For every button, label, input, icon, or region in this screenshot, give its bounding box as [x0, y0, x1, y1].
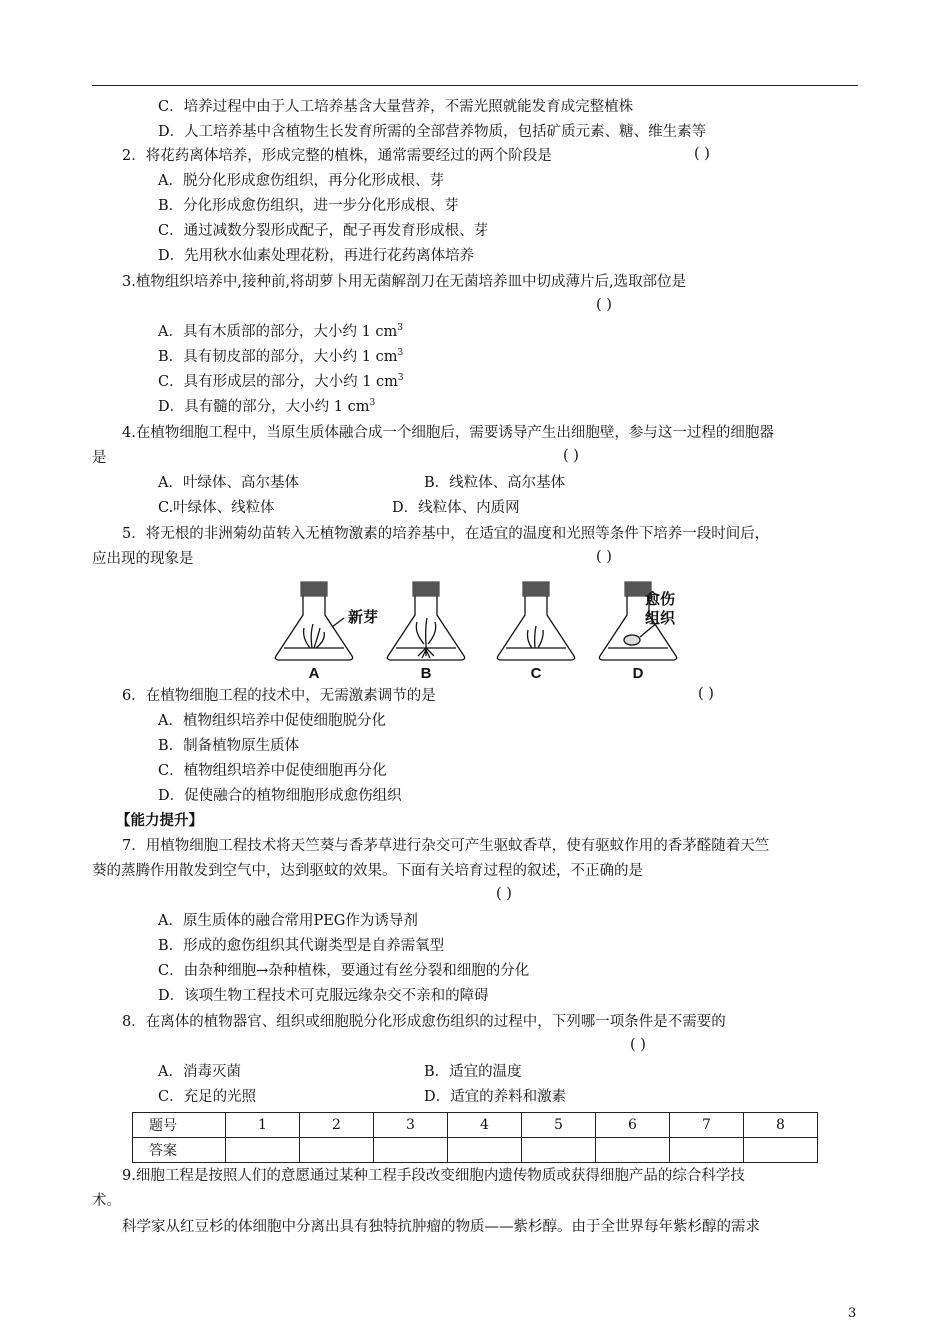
- flask-figure: [272, 582, 676, 682]
- label-a: A: [308, 665, 320, 682]
- q4-stem: 4.在植物细胞工程中，当原生质体融合成一个细胞后，需要诱导产生出细胞壁，参与这一过程的细胞器: [122, 425, 774, 441]
- answer-table-header-row: [133, 1113, 818, 1138]
- label-new-bud: 新芽: [348, 609, 379, 626]
- q7-stem-cont: 葵的蒸腾作用散发到空气中，达到驱蚊的效果。下面有关培育过程的叙述，不正确的是: [92, 863, 643, 879]
- answer-cell-6[interactable]: [596, 1138, 670, 1163]
- q7-option-b: B．形成的愈伤组织其代谢类型是自养需氧型: [158, 938, 445, 954]
- cell-num-2: 2: [300, 1113, 374, 1138]
- section-heading: 【能力提升】: [116, 813, 203, 829]
- q3-option-a: A．具有木质部的部分，大小约 1 $cm^3$: [158, 323, 404, 340]
- q5-answer-paren: ( ): [596, 549, 612, 565]
- q6-option-d: D．促使融合的植物细胞形成愈伤组织: [158, 788, 402, 804]
- bud-pointer: [332, 618, 344, 627]
- q2-option-c: C．通过减数分裂形成配子，配子再发育形成根、芽: [158, 223, 489, 239]
- answer-cell-7[interactable]: [670, 1138, 744, 1163]
- q8-option-c: C．充足的光照: [158, 1089, 257, 1105]
- label-c: C: [530, 665, 542, 682]
- label-b: B: [420, 665, 432, 682]
- cell-num-8: 8: [744, 1113, 818, 1138]
- q7-option-d: D．该项生物工程技术可克服远缘杂交不亲和的障碍: [158, 988, 489, 1004]
- q5-stem-cont: 应出现的现象是: [92, 551, 194, 567]
- q4-answer-paren: ( ): [563, 448, 579, 464]
- label-callus-line1: 愈伤: [644, 591, 676, 608]
- q2-stem: 2．将花药离体培养，形成完整的植株，通常需要经过的两个阶段是: [122, 148, 552, 164]
- q8-answer-paren: ( ): [630, 1037, 646, 1053]
- q4-option-d: D．线粒体、内质网: [392, 500, 520, 516]
- q6-option-b: B．制备植物原生质体: [158, 738, 300, 754]
- q3-answer-paren: ( ): [596, 297, 612, 313]
- q6-option-a: A．植物组织培养中促使细胞脱分化: [158, 713, 386, 729]
- q3-option-d: D．具有髓的部分，大小约 1 $cm^3$: [158, 398, 376, 415]
- answer-cell-2[interactable]: [300, 1138, 374, 1163]
- flask-b: [387, 582, 464, 660]
- answer-cell-4[interactable]: [448, 1138, 522, 1163]
- q4-option-b: B．线粒体、高尔基体: [424, 475, 566, 491]
- q3-option-c: C．具有形成层的部分，大小约 1 $cm^3$: [158, 373, 404, 390]
- q2-option-d: D．先用秋水仙素处理花粉，再进行花药离体培养: [158, 248, 475, 264]
- flask-c: [497, 582, 574, 660]
- cell-num-6: 6: [596, 1113, 670, 1138]
- answer-table: [132, 1112, 818, 1163]
- q2-option-a: A．脱分化形成愈伤组织，再分化形成根、芽: [158, 173, 444, 189]
- q4-stem-cont: 是: [92, 450, 107, 466]
- q5-stem: 5．将无根的非洲菊幼苗转入无植物激素的培养基中，在适宜的温度和光照等条件下培养一段时间后，: [122, 526, 770, 542]
- q7-stem: 7．用植物细胞工程技术将天竺葵与香茅草进行杂交可产生驱蚊香草，使有驱蚊作用的香茅醛随着天竺: [122, 838, 770, 854]
- cell-num-1: 1: [226, 1113, 300, 1138]
- q7-option-c: C．由杂种细胞→杂种植株，要通过有丝分裂和细胞的分化: [158, 963, 530, 979]
- cell-num-3: 3: [374, 1113, 448, 1138]
- cell-num-7: 7: [670, 1113, 744, 1138]
- q2-answer-paren: ( ): [694, 146, 710, 162]
- q6-answer-paren: ( ): [698, 686, 714, 702]
- q7-answer-paren: ( ): [496, 886, 512, 902]
- callus-blob: [624, 635, 640, 645]
- cell-num-4: 4: [448, 1113, 522, 1138]
- header-rule: [92, 85, 858, 86]
- q1-option-d: D．人工培养基中含植物生长发育所需的全部营养物质，包括矿质元素、糖、维生素等: [158, 124, 707, 140]
- label-d: D: [632, 665, 644, 682]
- q9-stem-cont: 术。: [92, 1193, 121, 1209]
- q4-option-c: C.叶绿体、线粒体: [158, 500, 275, 516]
- q4-option-a: A．叶绿体、高尔基体: [158, 475, 299, 491]
- q7-option-a: A．原生质体的融合常用PEG作为诱导剂: [158, 913, 418, 929]
- q8-stem: 8．在离体的植物器官、组织或细胞脱分化形成愈伤组织的过程中，下列哪一项条件是不需要的: [122, 1014, 726, 1030]
- answer-cell-8[interactable]: [744, 1138, 818, 1163]
- answer-table-answer-row: [133, 1138, 818, 1163]
- label-callus-line2: 组织: [644, 610, 676, 627]
- q8-option-b: B．适宜的温度: [424, 1064, 522, 1080]
- q3-stem: 3.植物组织培养中,接种前,将胡萝卜用无菌解剖刀在无菌培养皿中切成薄片后,选取部位是: [122, 274, 687, 290]
- q1-option-c: C．培养过程中由于人工培养基含大量营养，不需光照就能发育成完整植株: [158, 99, 634, 115]
- cell-question-no-label: 题号: [133, 1113, 226, 1138]
- answer-cell-3[interactable]: [374, 1138, 448, 1163]
- q2-option-b: B．分化形成愈伤组织，进一步分化形成根、芽: [158, 198, 459, 214]
- answer-cell-5[interactable]: [522, 1138, 596, 1163]
- q9-paragraph: 科学家从红豆杉的体细胞中分离出具有独特抗肿瘤的物质——紫杉醇。由于全世界每年紫杉醇的需求: [122, 1219, 760, 1235]
- q8-option-a: A．消毒灭菌: [158, 1064, 241, 1080]
- q6-stem: 6．在植物细胞工程的技术中，无需激素调节的是: [122, 688, 436, 704]
- q6-option-c: C．植物组织培养中促使细胞再分化: [158, 763, 387, 779]
- page-number: 3: [848, 1306, 857, 1321]
- q9-stem: 9.细胞工程是按照人们的意愿通过某种工程手段改变细胞内遗传物质或获得细胞产品的综合科学技: [122, 1168, 745, 1184]
- cell-answer-label: 答案: [133, 1138, 226, 1163]
- q8-option-d: D．适宜的养料和激素: [424, 1089, 567, 1105]
- q3-option-b: B．具有韧皮部的部分，大小约 1 $cm^3$: [158, 348, 404, 365]
- cell-num-5: 5: [522, 1113, 596, 1138]
- answer-cell-1[interactable]: [226, 1138, 300, 1163]
